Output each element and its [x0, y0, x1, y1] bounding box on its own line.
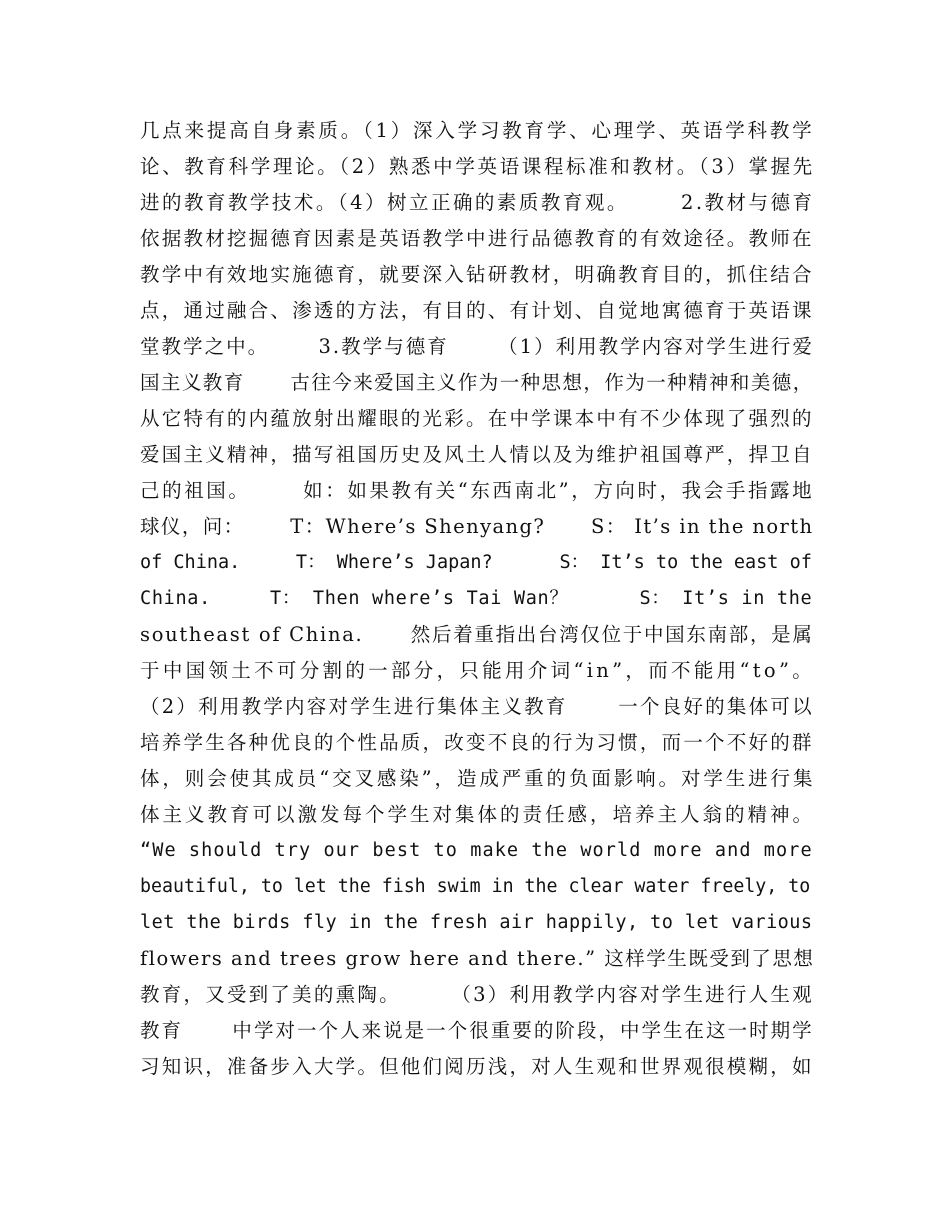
text-line: 教育 中学对一个人来说是一个很重要的阶段，中学生在这一时期学 — [140, 1019, 814, 1042]
text-line: 几点来提高自身素质。（1）深入学习教育学、心理学、英语学科教学 — [140, 119, 815, 142]
text-line: 于中国领土不可分割的一部分，只能用介词“in”，而不能用“to”。 — [140, 659, 816, 682]
text-line: 习知识，准备步入大学。但他们阅历浅，对人生观和世界观很模糊，如 — [140, 1055, 814, 1078]
text-line: 进的教育教学技术。（4）树立正确的素质教育观。 2.教材与德育 — [140, 191, 815, 214]
text-line: 爱国主义精神，描写祖国历史及风土人情以及为维护祖国尊严，捍卫自 — [140, 443, 814, 466]
text-line: 从它特有的内蕴放射出耀眼的光彩。在中学课本中有不少体现了强烈的 — [140, 407, 814, 430]
text-line: 国主义教育 古往今来爱国主义作为一种思想，作为一种精神和美德， — [140, 371, 814, 394]
text-line: 依据教材挖掘德育因素是英语教学中进行品德教育的有效途径。教师在 — [140, 227, 814, 250]
text-line: southeast of China. 然后着重指出台湾仅位于中国东南部，是属 — [140, 623, 814, 646]
text-line: 体，则会使其成员“交叉感染”，造成严重的负面影响。对学生进行集 — [140, 767, 816, 790]
text-line: 点，通过融合、渗透的方法，有目的、有计划、自觉地寓德育于英语课 — [140, 299, 814, 322]
text-line: 教学中有效地实施德育，就要深入钻研教材，明确教育目的，抓住结合 — [140, 263, 814, 286]
text-line: beautiful, to let the fish swim in the clear water freely, to — [140, 876, 811, 897]
text-line: 己的祖国。 如：如果教有关“东西南北”，方向时，我会手指露地 — [140, 479, 815, 502]
text-line: let the birds fly in the fresh air happily, to let various — [140, 912, 813, 933]
text-line: “We should try our best to make the world more and more — [140, 840, 813, 861]
text-line: 体主义教育可以激发每个学生对集体的责任感，培养主人翁的精神。 — [140, 803, 816, 826]
text-line: 培养学生各种优良的个性品质，改变不良的行为习惯，而一个不好的群 — [140, 731, 814, 754]
text-line: of China. T： Where’s Japan? S： It’s to the east of — [140, 552, 812, 573]
text-line: China. T： Then where’s Tai Wan？ S： It’s in the — [140, 588, 813, 609]
text-line: 论、教育科学理论。（2）熟悉中学英语课程标准和教材。（3）掌握先 — [140, 155, 815, 178]
text-line: （2）利用教学内容对学生进行集体主义教育 一个良好的集体可以 — [140, 695, 814, 718]
text-line: flowers and trees grow here and there.” 这样学生既受到了思想 — [140, 947, 815, 970]
text-line: 球仪，问： T：Where’s Shenyang? S： It’s in the north — [140, 515, 814, 538]
text-line: 堂教学之中。 3.教学与德育 （1）利用教学内容对学生进行爱 — [140, 335, 814, 358]
text-line: 教育，又受到了美的熏陶。 （3）利用教学内容对学生进行人生观 — [140, 983, 814, 1006]
